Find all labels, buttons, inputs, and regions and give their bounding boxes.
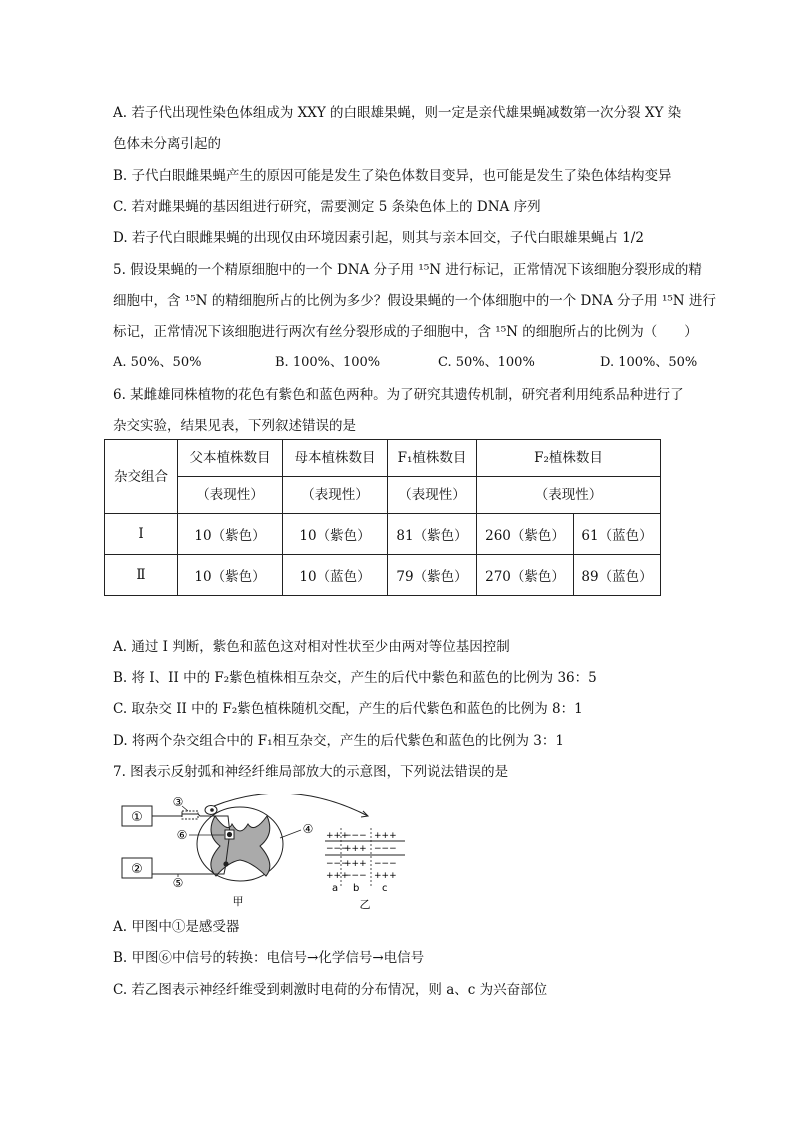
- header-f2: F₂植株数目: [477, 440, 661, 477]
- charge-r2-1: −−−: [326, 844, 349, 854]
- q4-option-d: D. 若子代白眼雌果蝇的出现仅由环境因素引起，则其与亲本回交，子代白眼雄果蝇占 1/2: [113, 230, 644, 246]
- label-3: ③: [172, 795, 184, 809]
- label-1: ①: [131, 810, 143, 825]
- q4-option-a-line2: 色体未分离引起的: [113, 136, 221, 152]
- charge-r1-2: −−−: [344, 831, 367, 841]
- q6-option-d: D. 将两个杂交组合中的 F₁相互杂交，产生的后代紫色和蓝色的比例为 3：1: [113, 733, 564, 749]
- charge-r3-3: −−−: [374, 859, 397, 869]
- label-4: ④: [302, 822, 314, 836]
- charge-r1-3: +++: [374, 831, 397, 841]
- charge-r4-3: +++: [374, 871, 397, 881]
- q5-stem-line3: 标记，正常情况下该细胞进行两次有丝分裂形成的子细胞中，含 ¹⁵N 的细胞所占的比例为（ ）: [113, 324, 698, 340]
- q4-option-c: C. 若对雌果蝇的基因组进行研究，需要测定 5 条染色体上的 DNA 序列: [113, 199, 541, 215]
- cell-f2-blue: 61（蓝色）: [574, 514, 661, 555]
- q5-stem-line1: 5. 假设果蝇的一个精原细胞中的一个 DNA 分子用 ¹⁵N 进行标记，正常情况下该细胞分裂形成的精: [113, 262, 702, 278]
- leader-4: [280, 830, 301, 838]
- figure-label-yi: 乙: [359, 898, 371, 911]
- table-row: [105, 555, 661, 596]
- synapse-dot: [227, 832, 232, 837]
- cell-mother: 10（紫色）: [283, 514, 388, 555]
- charge-r2-2: +++: [344, 844, 367, 854]
- q5-option-b: B. 100%、100%: [275, 355, 381, 370]
- cross-results-table: [104, 439, 661, 596]
- label-6: ⑥: [176, 828, 188, 842]
- q7-option-a: A. 甲图中①是感受器: [113, 919, 240, 935]
- header-f1-phenotype: （表现性）: [388, 477, 477, 514]
- cell-f2-blue: 89（蓝色）: [574, 555, 661, 596]
- charge-r4-2: −−−: [344, 871, 367, 881]
- label-b: b: [353, 883, 360, 894]
- header-mother-phenotype: （表现性）: [283, 477, 388, 514]
- cell-father: 10（紫色）: [178, 514, 283, 555]
- q6-option-c: C. 取杂交 II 中的 F₂紫色植株随机交配，产生的后代紫色和蓝色的比例为 8：1: [113, 701, 583, 717]
- q6-option-a: A. 通过 I 判断，紫色和蓝色这对相对性状至少由两对等位基因控制: [113, 639, 510, 655]
- charge-r3-2: +++: [344, 859, 367, 869]
- label-c: c: [382, 883, 388, 894]
- q4-option-b: B. 子代白眼雌果蝇产生的原因可能是发生了染色体数目变异，也可能是发生了染色体结构变异: [113, 168, 672, 184]
- label-5: ⑤: [172, 876, 184, 890]
- q6-option-b: B. 将 I、II 中的 F₂紫色植株相互杂交，产生的后代中紫色和蓝色的比例为 36：5: [113, 670, 597, 686]
- header-father-phenotype: （表现性）: [178, 477, 283, 514]
- cell-mother: 10（蓝色）: [283, 555, 388, 596]
- label-a: a: [332, 883, 339, 894]
- neuron-nucleus: [210, 808, 214, 812]
- q5-option-a: A. 50%、50%: [113, 355, 202, 370]
- header-mother: 母本植株数目: [283, 440, 388, 477]
- charge-r2-3: −−−: [374, 844, 397, 854]
- charge-r3-1: −−−: [326, 859, 349, 869]
- q5-option-c: C. 50%、100%: [438, 355, 535, 370]
- header-cross: 杂交组合: [105, 440, 178, 514]
- figure-yi: [325, 828, 405, 911]
- q4-option-a-line1: A. 若子代出现性染色体组成为 XXY 的白眼雄果蝇，则一定是亲代雄果蝇减数第一次分裂 XY 染: [113, 105, 682, 121]
- q5-option-d: D. 100%、50%: [600, 355, 698, 370]
- header-f2-phenotype: （表现性）: [477, 477, 661, 514]
- header-f1: F₁植株数目: [388, 440, 477, 477]
- table-row: [105, 514, 661, 555]
- cell-cross: Ⅰ: [105, 514, 178, 555]
- q7-option-b: B. 甲图⑥中信号的转换：电信号→化学信号→电信号: [113, 950, 425, 966]
- cell-f2-purple: 260（紫色）: [477, 514, 574, 555]
- q5-stem-line2: 细胞中，含 ¹⁵N 的精细胞所占的比例为多少？假设果蝇的一个体细胞中的一个 DNA 分子用 ¹⁵N 进行: [113, 293, 716, 309]
- q7-stem: 7. 图表示反射弧和神经纤维局部放大的示意图，下列说法错误的是: [113, 764, 509, 780]
- cell-f2-purple: 270（紫色）: [477, 555, 574, 596]
- ganglion: [182, 811, 198, 819]
- figure-label-jia: 甲: [232, 895, 244, 908]
- q6-stem-line2: 杂交实验，结果见表，下列叙述错误的是: [113, 418, 356, 434]
- charge-r4-1: +++: [326, 871, 349, 881]
- cell-f1: 79（紫色）: [388, 555, 477, 596]
- charge-r1-1: +++: [326, 831, 349, 841]
- q6-stem-line1: 6. 某雌雄同株植物的花色有紫色和蓝色两种。为了研究其遗传机制，研究者利用纯系品种进行了: [113, 387, 684, 403]
- header-father: 父本植株数目: [178, 440, 283, 477]
- cell-f1: 81（紫色）: [388, 514, 477, 555]
- q7-option-c: C. 若乙图表示神经纤维受到刺激时电荷的分布情况，则 a、c 为兴奋部位: [113, 982, 548, 998]
- cell-father: 10（紫色）: [178, 555, 283, 596]
- label-2: ②: [131, 862, 143, 877]
- cell-cross: Ⅱ: [105, 555, 178, 596]
- reflex-arc-figure: [120, 794, 440, 912]
